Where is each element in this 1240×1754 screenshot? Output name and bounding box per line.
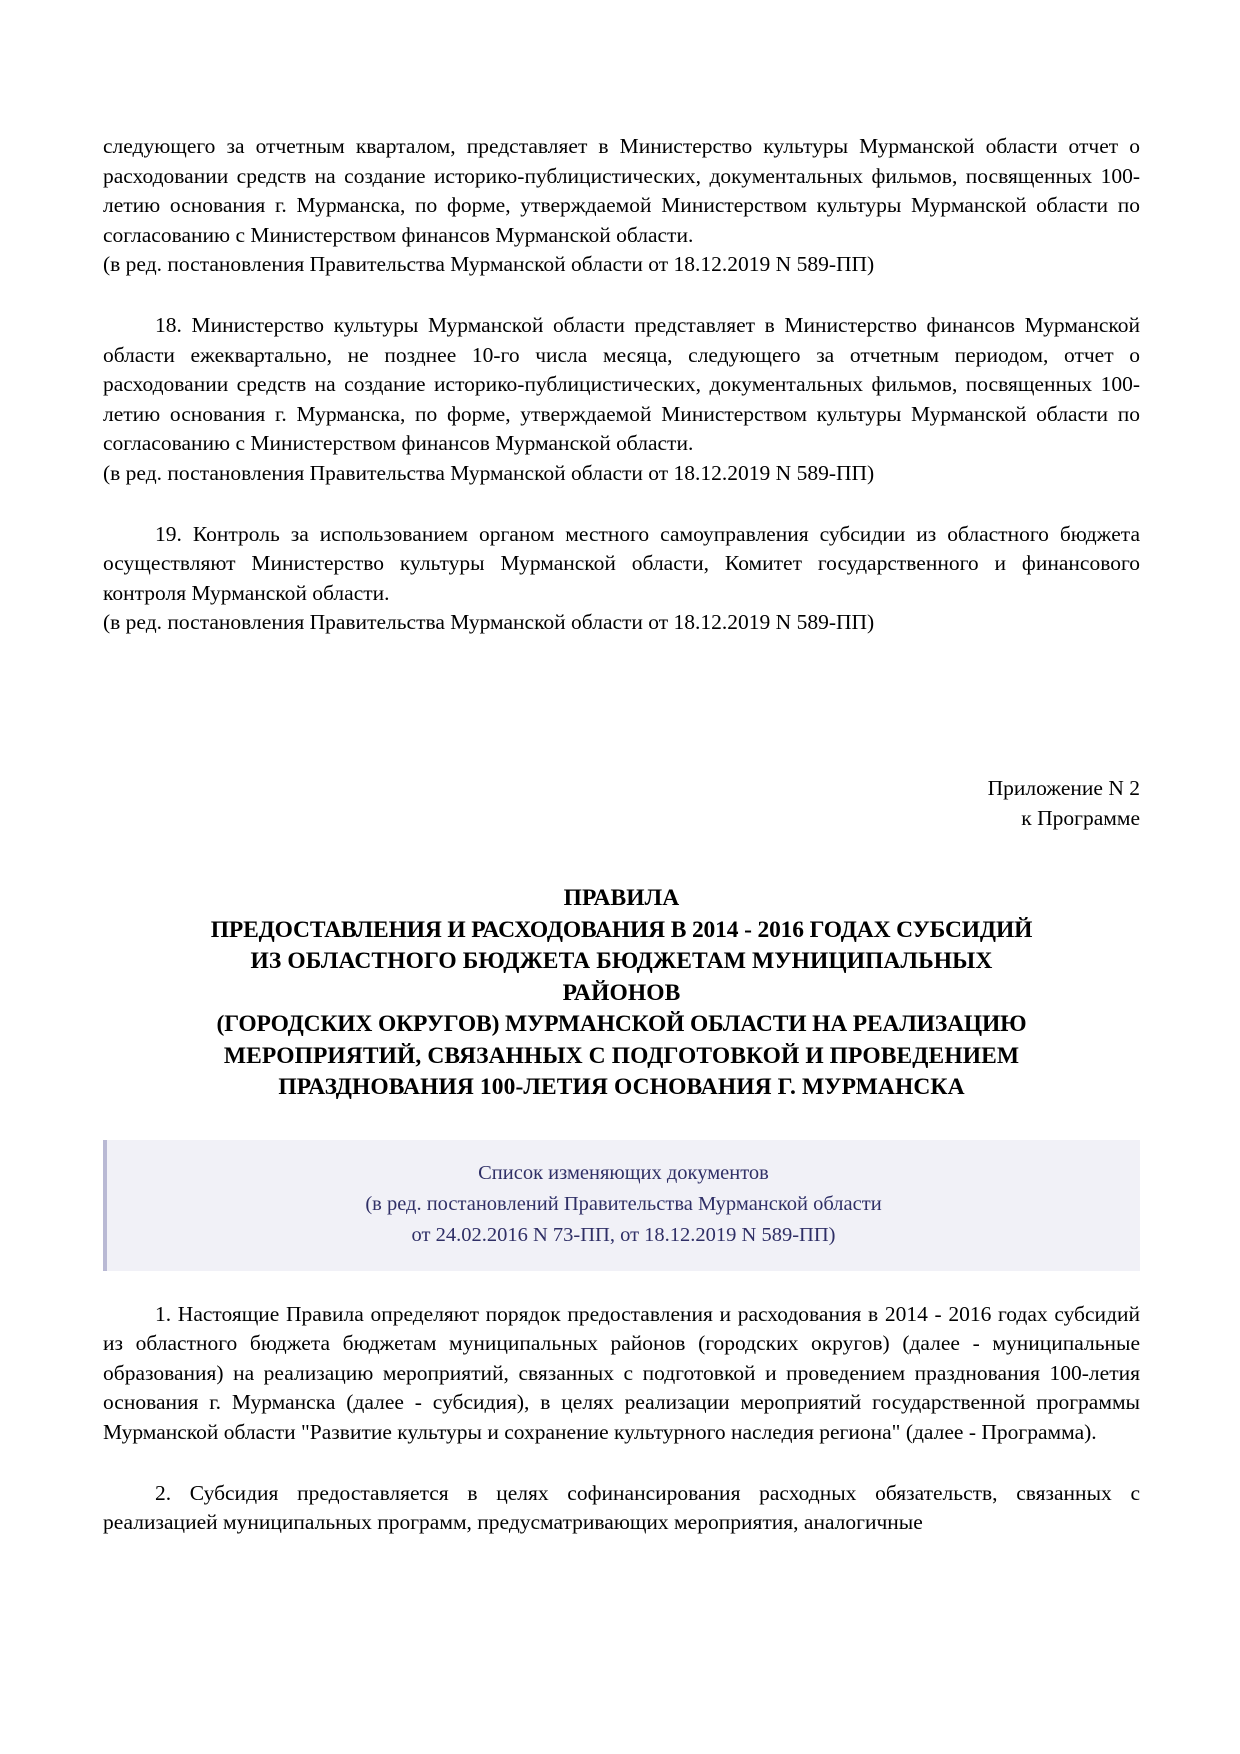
rules-spacer xyxy=(103,1271,1140,1300)
changed-documents-notice xyxy=(103,1140,1140,1271)
paragraph-19: 19. Контроль за использованием органом местного самоуправления субсидии из областного бюджета осуществляют Министерство культуры Мурманской области, Комитет государственного и финансового контроля Мурманской области. xyxy=(103,521,1140,605)
appendix-number: Приложение N 2 xyxy=(987,775,1140,800)
appendix-program-ref: к Программе xyxy=(1021,805,1140,830)
notice-line-2: (в ред. постановлений Правительства Мурманской области xyxy=(365,1192,882,1215)
title-line-5: (ГОРОДСКИХ ОКРУГОВ) МУРМАНСКОЙ ОБЛАСТИ НА РЕАЛИЗАЦИЮ xyxy=(216,1011,1027,1038)
paragraph-17-continued: следующего за отчетным кварталом, представляет в Министерство культуры Мурманской области отчет о расходовании средств на создание историко-публицистических, документальных фильмов, посвященных 100-летию основания г. Мурманска, по форме, утверждаемой Министерством культуры Мурманской области по согласованию с Министерством финансов Мурманской области. xyxy=(103,134,1140,247)
title-line-6: МЕРОПРИЯТИЙ, СВЯЗАННЫХ С ПОДГОТОВКОЙ И ПРОВЕДЕНИЕМ xyxy=(223,1042,1020,1069)
section-spacer xyxy=(103,638,1140,774)
notice-line-3: от 24.02.2016 N 73-ПП, от 18.12.2019 N 589-ПП) xyxy=(411,1223,836,1246)
notice-spacer xyxy=(103,1104,1140,1140)
notice-heading: Список изменяющих документов xyxy=(478,1161,769,1184)
rules-paragraph-1: 1. Настоящие Правила определяют порядок предоставления и расходования в 2014 - 2016 годах субсидий из областного бюджета бюджетам муниципальных районов (городских округов) (далее - муниципальные образования) на реализацию мероприятий, связанных с подготовкой и проведением празднования 100-летия основания г. Мурманска (далее - субсидия), в целях реализации мероприятий государственной программы Мурманской области "Развитие культуры и сохранение культурного наследия региона" (далее - Программа). xyxy=(103,1301,1140,1444)
title-line-1: ПРАВИЛА xyxy=(563,885,680,912)
title-spacer xyxy=(103,833,1140,883)
page-title xyxy=(103,883,1140,1104)
paragraph-gap xyxy=(103,489,1140,520)
paragraph-18: 18. Министерство культуры Мурманской области представляет в Министерство финансов Мурманской области ежеквартально, не позднее 10-го числа месяца, следующего за отчетным периодом, отчет о расходовании средств на создание историко-публицистических, документальных фильмов, посвященных 100-летию основания г. Мурманска, по форме, утверждаемой Министерством культуры Мурманской области по согласованию с Министерством финансов Мурманской области. xyxy=(103,312,1140,456)
paragraph-gap xyxy=(103,1448,1140,1479)
amendment-note-3: (в ред. постановления Правительства Мурманской области от 18.12.2019 N 589-ПП) xyxy=(103,610,875,635)
paragraph-gap xyxy=(103,280,1140,311)
title-line-7: ПРАЗДНОВАНИЯ 100-ЛЕТИЯ ОСНОВАНИЯ Г. МУРМАНСКА xyxy=(278,1074,965,1101)
title-line-3: ИЗ ОБЛАСТНОГО БЮДЖЕТА БЮДЖЕТАМ МУНИЦИПАЛЬНЫХ xyxy=(250,948,993,975)
rules-paragraph-2: 2. Субсидия предоставляется в целях софинансирования расходных обязательств, связанных с реализацией муниципальных программ, предусматривающих мероприятия, аналогичные xyxy=(103,1480,1140,1535)
appendix-reference xyxy=(103,774,1140,833)
amendment-note-2: (в ред. постановления Правительства Мурманской области от 18.12.2019 N 589-ПП) xyxy=(103,460,875,485)
title-line-4: РАЙОНОВ xyxy=(562,979,681,1006)
amendment-note-1: (в ред. постановления Правительства Мурманской области от 18.12.2019 N 589-ПП) xyxy=(103,252,875,277)
title-line-2: ПРЕДОСТАВЛЕНИЯ И РАСХОДОВАНИЯ В 2014 - 2016 ГОДАХ СУБСИДИЙ xyxy=(210,916,1033,943)
